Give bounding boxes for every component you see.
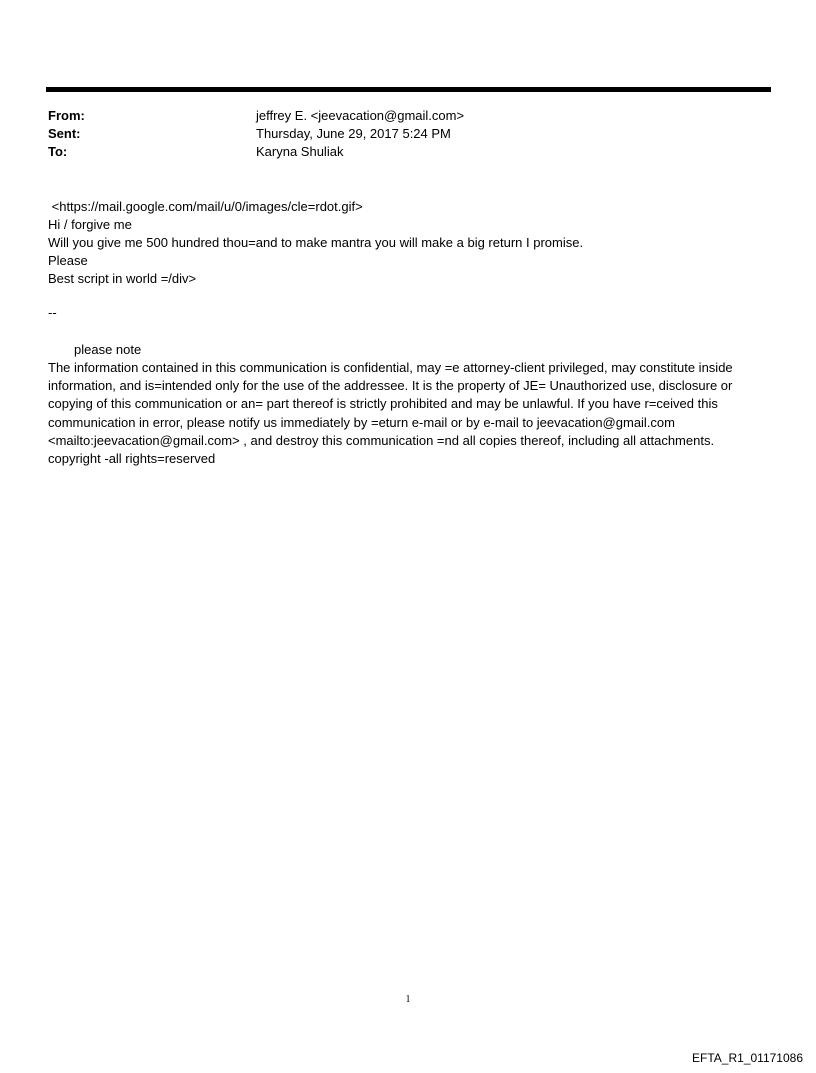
- sent-label: Sent:: [48, 126, 81, 141]
- document-id: EFTA_R1_01171086: [692, 1051, 803, 1065]
- notice-title: please note: [74, 342, 142, 357]
- body-line-closing: Best script in world =/div>: [48, 271, 197, 286]
- sent-value: Thursday, June 29, 2017 5:24 PM: [256, 126, 451, 141]
- from-value: jeffrey E. <jeevacation@gmail.com>: [256, 108, 465, 123]
- from-label: From:: [48, 108, 85, 123]
- body-line-please: Please: [48, 253, 88, 268]
- to-row: [48, 143, 748, 161]
- body-line-request: Will you give me 500 hundred thou=and to make mantra you will make a big return I promise.: [48, 235, 584, 250]
- page-number: 1: [405, 994, 411, 1005]
- body-line-image-link: <https://mail.google.com/mail/u/0/images/cle=rdot.gif>: [48, 199, 363, 214]
- body-line-greeting: Hi / forgive me: [48, 217, 132, 232]
- confidentiality-notice: The information contained in this communication is confidential, may =e attorney-client privileged, may constitute inside information, and is=intended only for the use of the addressee. It is the property of JE= Unauthorized use, disclosure or copying of this communication or an= part thereof is strictly prohibited and may be unlawful. If you have r=ceived this communication in error, please notify us immediately by =eturn e-mail or by e-mail to jeevacation@gmail.com <mailto:jeevacation@gmail.com> , and destroy this communication =nd all copies thereof, including all attachments. copyright -all rights=reserved: [48, 360, 733, 467]
- to-label: To:: [48, 144, 68, 159]
- from-row: [48, 107, 748, 125]
- sent-row: [48, 125, 748, 143]
- signature-separator: --: [48, 305, 57, 320]
- email-header: [48, 107, 748, 161]
- email-body: [48, 198, 760, 288]
- to-value: Karyna Shuliak: [256, 144, 344, 159]
- header-divider: [46, 87, 771, 92]
